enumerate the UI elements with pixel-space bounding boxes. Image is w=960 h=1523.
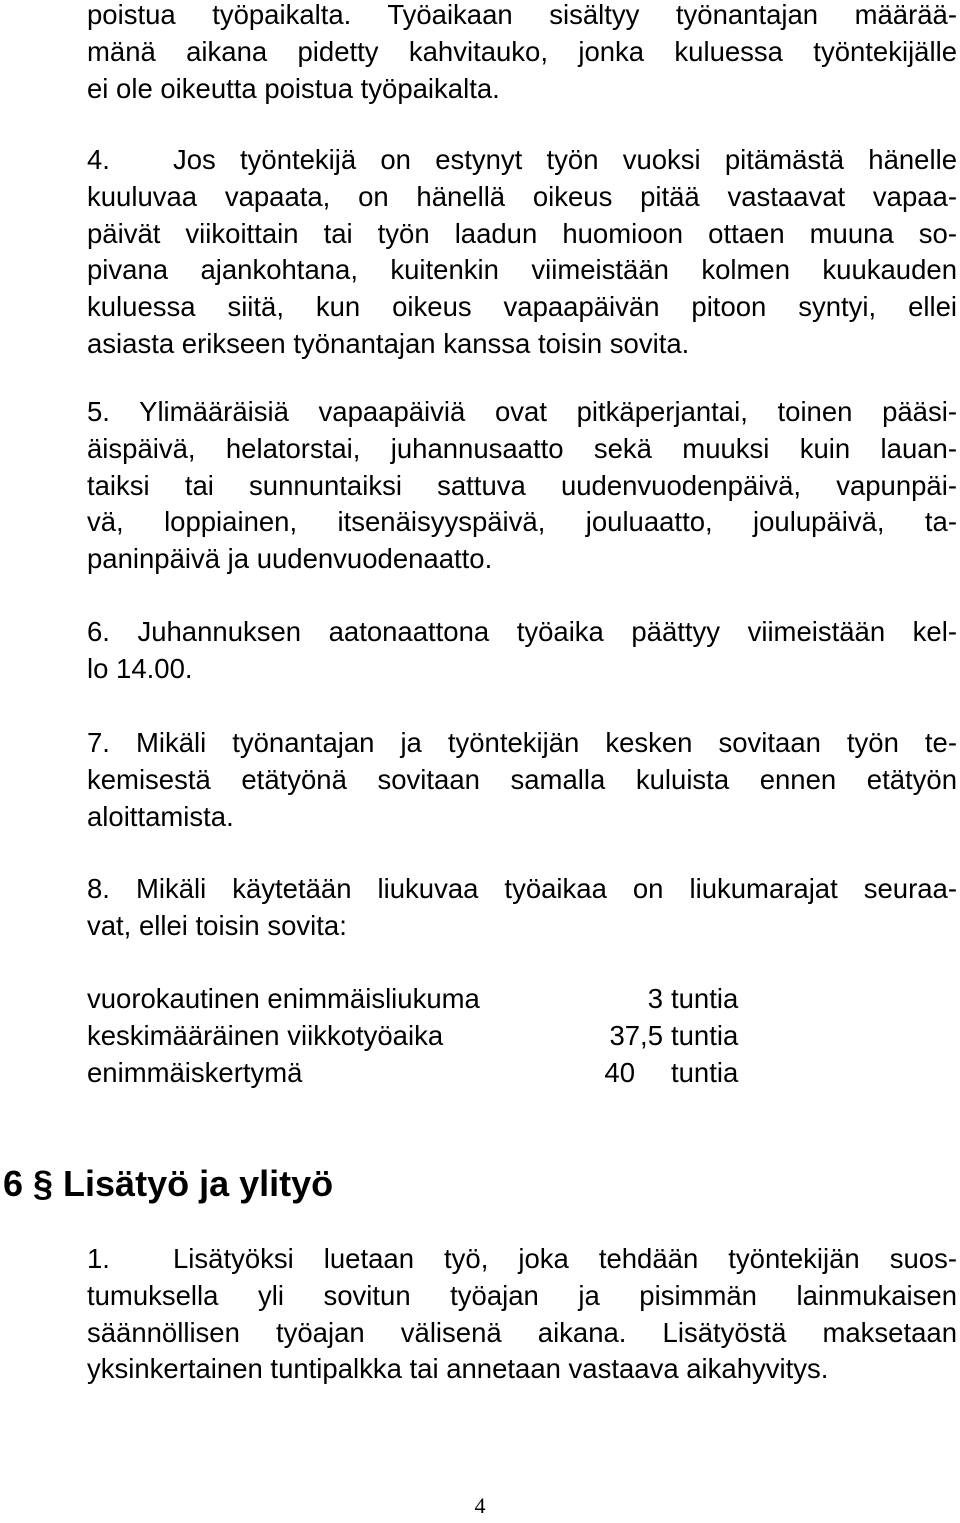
text-line: poistua työpaikalta. Työaikaan sisältyy työnantajan määrää- bbox=[87, 0, 957, 30]
page-number: 4 bbox=[474, 1493, 486, 1518]
item-5 bbox=[87, 394, 957, 578]
item-number: 4. bbox=[87, 144, 110, 175]
text-line: taiksi tai sunnuntaiksi sattuva uudenvuodenpäivä, vapunpäi- bbox=[87, 469, 957, 501]
item-text: Jos työntekijä on estynyt työn vuoksi pitämästä hänelle bbox=[173, 144, 957, 175]
text-line bbox=[87, 142, 957, 179]
text-line: tumuksella yli sovitun työajan ja pisimmän lainmukaisen bbox=[87, 1279, 957, 1311]
text-line: kuluessa siitä, kun oikeus vapaapäivän pitoon syntyi, ellei bbox=[87, 291, 957, 323]
section-6-item-1 bbox=[87, 1241, 957, 1388]
text-line: säännöllisen työajan välisenä aikana. Lisätyöstä maksetaan bbox=[87, 1316, 957, 1348]
text-line: vat, ellei toisin sovita: bbox=[87, 909, 347, 941]
text-line: 6. Juhannuksen aatonaattona työaika päättyy viimeistään kel- bbox=[87, 616, 957, 647]
item-6 bbox=[87, 614, 957, 688]
item-8 bbox=[87, 871, 957, 945]
text-line: 5. Ylimääräisiä vapaapäiviä ovat pitkäperjantai, toinen pääsi- bbox=[87, 396, 957, 427]
text-line: vä, loppiainen, itsenäisyyspäivä, jouluaatto, joulupäivä, ta- bbox=[87, 506, 957, 538]
item-7 bbox=[87, 725, 957, 835]
row-unit: tuntia bbox=[671, 1056, 739, 1088]
text-line: päivät viikoittain tai työn laadun huomioon ottaen muuna so- bbox=[87, 217, 957, 249]
item-4 bbox=[87, 142, 957, 363]
text-line: 7. Mikäli työnantajan ja työntekijän kesken sovitaan työn te- bbox=[87, 727, 957, 758]
section-heading: 6 § Lisätyö ja ylityö bbox=[3, 1163, 334, 1204]
item-number: 1. bbox=[87, 1243, 110, 1274]
text-line: paninpäivä ja uudenvuodenaatto. bbox=[87, 543, 493, 575]
item-text: Lisätyöksi luetaan työ, joka tehdään työntekijän suos- bbox=[173, 1243, 957, 1274]
row-label: vuorokautinen enimmäisliukuma bbox=[87, 983, 480, 1014]
row-label: enimmäiskertymä bbox=[87, 1056, 303, 1088]
text-line: pivana ajankohtana, kuitenkin viimeistään kolmen kuukauden bbox=[87, 254, 957, 286]
text-line: lo 14.00. bbox=[87, 652, 193, 684]
text-line: yksinkertainen tuntipalkka tai annetaan vastaava aikahyvitys. bbox=[87, 1353, 829, 1385]
row-value: 37,5 bbox=[609, 1019, 663, 1051]
row-unit: tuntia bbox=[671, 1019, 739, 1051]
text-line: ei ole oikeutta poistua työpaikalta. bbox=[87, 72, 500, 104]
text-line: kuuluvaa vapaata, on hänellä oikeus pitää vastaavat vapaa- bbox=[87, 180, 957, 212]
text-line: äispäivä, helatorstai, juhannusaatto sekä muuksi kuin lauan- bbox=[87, 432, 957, 464]
paragraph-continuation bbox=[87, 0, 957, 107]
text-line: kemisestä etätyönä sovitaan samalla kuluista ennen etätyön bbox=[87, 763, 957, 795]
text-line: 8. Mikäli käytetään liukuvaa työaikaa on liukumarajat seuraa- bbox=[87, 873, 957, 904]
text-line: aloittamista. bbox=[87, 800, 234, 832]
row-label: keskimääräinen viikkotyöaika bbox=[87, 1019, 444, 1051]
row-unit: tuntia bbox=[671, 983, 739, 1014]
row-value: 3 bbox=[647, 983, 663, 1014]
text-line bbox=[87, 1241, 957, 1278]
row-value: 40 bbox=[604, 1056, 635, 1088]
text-line: mänä aikana pidetty kahvitauko, jonka kuluessa työntekijälle bbox=[87, 35, 957, 67]
text-line: asiasta erikseen työnantajan kanssa toisin sovita. bbox=[87, 327, 690, 359]
